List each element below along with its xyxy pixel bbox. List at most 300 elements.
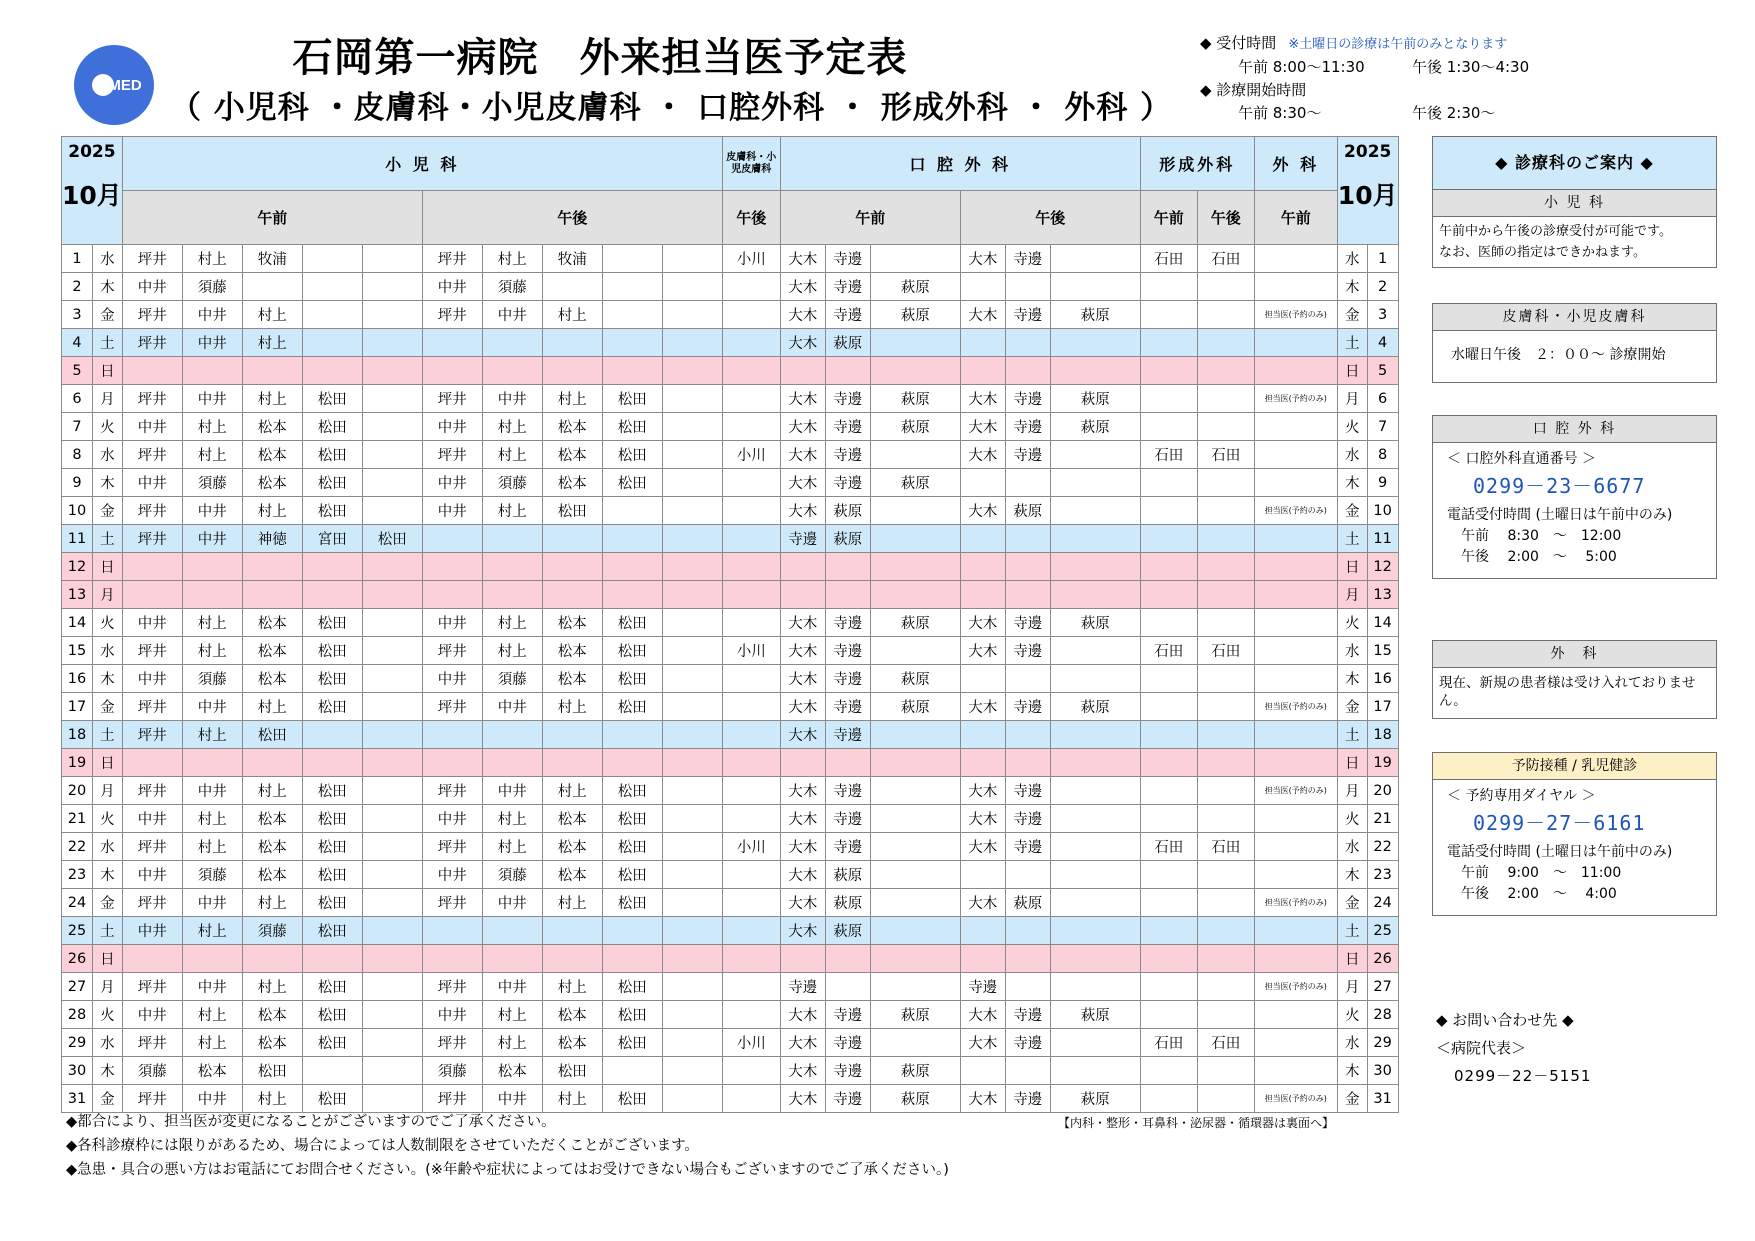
ped-am-doctor: 村上 [242,1085,302,1113]
derm-pm-doctor: 小川 [722,245,780,273]
table-row [62,525,1399,553]
derm-pm-doctor [722,1085,780,1113]
dept-plastic-surgery: 形成外科 [1140,137,1254,191]
oral-am-doctor: 大木 [780,441,825,469]
table-row [62,637,1399,665]
ped-am-doctor [302,581,362,609]
guide-box-surgery [1432,640,1717,719]
day-number: 11 [1367,525,1398,553]
day-number: 12 [1367,553,1398,581]
ped-pm-doctor [662,805,722,833]
ped-pm-doctor: 松田 [602,637,662,665]
ped-pm-doctor: 松田 [602,1001,662,1029]
ped-pm-doctor: 中井 [422,861,482,889]
ped-pm-doctor [482,329,542,357]
ped-pm-doctor [422,749,482,777]
oral-pm-doctor [1005,945,1050,973]
plastic-am-doctor [1140,525,1197,553]
ped-am-doctor: 中井 [122,805,182,833]
ped-am-doctor: 松田 [302,1001,362,1029]
ped-am-doctor [362,385,422,413]
ped-pm-doctor: 松本 [542,805,602,833]
ped-pm-doctor: 松田 [602,973,662,1001]
ped-pm-doctor: 松田 [602,1085,662,1113]
oral-pm-doctor: 萩原 [1005,889,1050,917]
plastic-am-doctor [1140,273,1197,301]
oral-am-doctor: 大木 [780,637,825,665]
plastic-am-doctor [1140,693,1197,721]
schedule-body [62,245,1399,1113]
plastic-pm-doctor [1197,609,1254,637]
table-row [62,917,1399,945]
contact-label: ＜病院代表＞ [1436,1039,1527,1057]
oral-am-doctor [870,441,960,469]
derm-pm-doctor [722,385,780,413]
ped-pm-doctor [662,497,722,525]
oral-am-doctor: 大木 [780,1001,825,1029]
plastic-am-doctor [1140,469,1197,497]
ped-pm-doctor [662,861,722,889]
ped-pm-doctor: 松田 [602,777,662,805]
ped-pm-doctor [662,945,722,973]
oral-am-doctor: 寺邊 [825,721,870,749]
ped-am-doctor: 松田 [302,609,362,637]
oral-pm-doctor: 萩原 [1050,693,1140,721]
surgery-am-doctor: 担当医(予約のみ) [1254,301,1337,329]
oral-pm-doctor: 寺邊 [1005,833,1050,861]
plastic-pm-doctor [1197,469,1254,497]
weekday: 水 [1337,637,1367,665]
oral-am-doctor: 寺邊 [825,805,870,833]
ped-am-doctor: 中井 [182,1085,242,1113]
oral-am-doctor: 寺邊 [780,525,825,553]
oral-am-doctor [870,749,960,777]
guide-box-vaccination [1432,752,1717,916]
plastic-pm-doctor [1197,357,1254,385]
oral-am-doctor: 大木 [780,245,825,273]
plastic-pm-doctor [1197,889,1254,917]
oral-am-doctor [780,945,825,973]
oral-pm-doctor [1005,749,1050,777]
oral-am-header: 午前 [780,191,960,245]
oral-pm-doctor [960,749,1005,777]
plastic-pm-doctor [1197,861,1254,889]
weekday: 金 [92,1085,122,1113]
weekday: 金 [1337,889,1367,917]
oral-pm-doctor [1050,245,1140,273]
weekday: 木 [1337,273,1367,301]
ped-am-doctor: 村上 [182,805,242,833]
table-row [62,1085,1399,1113]
weekday: 金 [92,889,122,917]
ped-am-doctor: 松田 [302,441,362,469]
ped-pm-doctor: 松田 [602,665,662,693]
ped-am-doctor [362,721,422,749]
ped-pm-doctor: 村上 [542,693,602,721]
ped-am-doctor [302,553,362,581]
ped-pm-doctor: 松田 [602,441,662,469]
day-number: 16 [1367,665,1398,693]
oral-pm-doctor [1005,581,1050,609]
oral-pm-doctor: 大木 [960,497,1005,525]
oral-am-doctor: 萩原 [870,385,960,413]
day-number: 5 [1367,357,1398,385]
day-number: 1 [62,245,93,273]
surgery-am-doctor [1254,665,1337,693]
ped-am-doctor: 中井 [182,693,242,721]
surgery-am-doctor [1254,637,1337,665]
oral-am-doctor [825,973,870,1001]
ped-pm-doctor: 坪井 [422,1085,482,1113]
weekday: 火 [92,413,122,441]
ped-pm-doctor: 坪井 [422,245,482,273]
ped-am-doctor [362,329,422,357]
oral-pm-doctor: 萩原 [1050,609,1140,637]
ped-am-doctor [362,665,422,693]
plastic-am-doctor [1140,805,1197,833]
table-row [62,861,1399,889]
oral-pm-doctor [1050,973,1140,1001]
oral-pm-doctor: 大木 [960,441,1005,469]
oral-am-doctor: 寺邊 [825,441,870,469]
ped-pm-doctor: 松田 [602,693,662,721]
ped-am-doctor: 坪井 [122,721,182,749]
oral-pm-doctor: 寺邊 [1005,777,1050,805]
oral-am-doctor: 寺邊 [780,973,825,1001]
ped-am-doctor [182,553,242,581]
surgery-am-doctor [1254,609,1337,637]
plastic-pm-doctor [1197,581,1254,609]
weekday: 日 [92,945,122,973]
oral-am-doctor: 寺邊 [825,273,870,301]
oral-am-doctor [825,357,870,385]
table-row [62,553,1399,581]
oral-pm-doctor: 大木 [960,805,1005,833]
oral-am-doctor [825,553,870,581]
ped-am-doctor [182,357,242,385]
ped-pm-doctor [662,1029,722,1057]
plastic-pm-doctor: 石田 [1197,441,1254,469]
ped-am-doctor: 松田 [302,469,362,497]
ped-pm-doctor [662,469,722,497]
ped-am-doctor: 中井 [182,329,242,357]
weekday: 金 [1337,497,1367,525]
ped-am-doctor [362,1085,422,1113]
table-row [62,693,1399,721]
ped-am-doctor: 坪井 [122,385,182,413]
ped-am-doctor [362,413,422,441]
weekday: 月 [1337,581,1367,609]
ped-am-doctor [362,945,422,973]
oral-pm-doctor [960,861,1005,889]
ped-am-doctor: 松本 [242,805,302,833]
oral-am-doctor [870,525,960,553]
ped-am-doctor: 坪井 [122,301,182,329]
dept-surgery: 外 科 [1254,137,1337,191]
plastic-am-doctor [1140,665,1197,693]
ped-am-doctor: 村上 [182,245,242,273]
oral-pm-doctor [1050,357,1140,385]
ped-am-doctor: 坪井 [122,637,182,665]
surgery-am-doctor [1254,525,1337,553]
ped-pm-doctor: 中井 [482,693,542,721]
ped-pm-doctor [542,329,602,357]
oral-pm-doctor: 寺邊 [1005,1085,1050,1113]
oral-am-doctor: 萩原 [825,889,870,917]
oral-am-doctor: 寺邊 [825,1029,870,1057]
oral-am-doctor: 大木 [780,833,825,861]
oral-am-doctor: 大木 [780,497,825,525]
ped-pm-doctor [422,357,482,385]
ped-am-doctor: 須藤 [182,273,242,301]
ped-am-doctor [362,469,422,497]
weekday: 土 [92,525,122,553]
plastic-am-doctor [1140,721,1197,749]
ped-pm-doctor: 松本 [542,1029,602,1057]
derm-pm-doctor [722,721,780,749]
ped-am-doctor [182,581,242,609]
ped-am-doctor [362,497,422,525]
ped-pm-doctor: 松本 [542,833,602,861]
table-row [62,385,1399,413]
oral-pm-doctor [1050,665,1140,693]
oral-am-doctor [870,861,960,889]
table-row [62,469,1399,497]
day-number: 8 [62,441,93,469]
plastic-am-doctor: 石田 [1140,441,1197,469]
ped-pm-doctor: 村上 [482,1001,542,1029]
plastic-pm-doctor: 石田 [1197,245,1254,273]
ped-am-doctor: 村上 [182,833,242,861]
ped-am-doctor: 宮田 [302,525,362,553]
oral-am-doctor [870,581,960,609]
ped-pm-doctor: 村上 [482,637,542,665]
ped-pm-doctor: 松田 [602,833,662,861]
day-number: 13 [62,581,93,609]
ped-am-doctor: 坪井 [122,889,182,917]
ped-am-doctor [302,1057,362,1085]
weekday: 金 [92,301,122,329]
ped-pm-doctor [482,945,542,973]
table-row [62,1057,1399,1085]
table-row [62,357,1399,385]
oral-phone-number[interactable]: 0299－23－6677 [1473,474,1646,498]
ped-pm-doctor [662,637,722,665]
surgery-guide-title: 外 科 [1433,641,1716,668]
oral-pm-doctor [1050,861,1140,889]
oral-am-doctor [825,581,870,609]
table-row [62,301,1399,329]
oral-pm-doctor [1050,917,1140,945]
ped-am-doctor: 坪井 [122,525,182,553]
ped-pm-doctor: 松本 [542,1001,602,1029]
ped-pm-doctor: 村上 [482,805,542,833]
ped-pm-doctor: 須藤 [482,861,542,889]
ped-pm-doctor [422,581,482,609]
ped-pm-doctor: 村上 [482,609,542,637]
surgery-am-doctor [1254,245,1337,273]
oral-am-doctor [870,637,960,665]
ped-am-doctor: 松本 [242,413,302,441]
ped-pm-doctor: 坪井 [422,385,482,413]
day-number: 17 [62,693,93,721]
vaccination-guide-title: 予防接種 / 乳児健診 [1433,753,1716,780]
oral-am-doctor [870,553,960,581]
day-number: 14 [1367,609,1398,637]
oral-pm-doctor [960,329,1005,357]
plastic-am-header: 午前 [1140,191,1197,245]
weekday: 日 [92,357,122,385]
weekday: 月 [1337,973,1367,1001]
ped-pm-doctor [422,553,482,581]
plastic-pm-doctor [1197,525,1254,553]
surgery-am-doctor: 担当医(予約のみ) [1254,777,1337,805]
ped-am-doctor: 中井 [182,777,242,805]
contact-phone[interactable]: 0299－22－5151 [1454,1067,1592,1085]
day-number: 2 [1367,273,1398,301]
ped-am-doctor [362,609,422,637]
weekday: 水 [92,245,122,273]
ped-pm-doctor: 中井 [482,1085,542,1113]
ped-am-doctor [362,1029,422,1057]
ped-pm-doctor: 松田 [602,469,662,497]
oral-pm-doctor [960,357,1005,385]
oral-am-doctor: 大木 [780,917,825,945]
vaccination-phone-number[interactable]: 0299－27－6161 [1473,811,1646,835]
weekday: 水 [92,833,122,861]
oral-pm-doctor [1005,973,1050,1001]
oral-pm-doctor [1050,497,1140,525]
ped-pm-doctor: 中井 [482,973,542,1001]
oral-am-doctor: 大木 [780,609,825,637]
ped-am-doctor: 坪井 [122,329,182,357]
ped-pm-doctor [482,525,542,553]
ped-pm-doctor [662,693,722,721]
ped-pm-doctor: 村上 [482,245,542,273]
oral-am-doctor [870,945,960,973]
ped-pm-doctor [662,749,722,777]
day-number: 17 [1367,693,1398,721]
day-number: 25 [1367,917,1398,945]
ped-pm-doctor [662,525,722,553]
ped-am-doctor: 中井 [182,385,242,413]
oral-pm-doctor: 大木 [960,385,1005,413]
ped-am-doctor: 松田 [302,973,362,1001]
ped-pm-doctor: 村上 [542,385,602,413]
weekday: 水 [1337,245,1367,273]
oral-am-doctor: 大木 [780,861,825,889]
oral-pm-doctor [960,721,1005,749]
ped-pm-doctor: 村上 [542,301,602,329]
ped-pm-doctor [662,245,722,273]
day-number: 9 [62,469,93,497]
oral-pm-doctor: 大木 [960,693,1005,721]
ped-pm-doctor [602,1057,662,1085]
oral-pm-doctor [1050,329,1140,357]
oral-am-doctor [870,245,960,273]
derm-pm-doctor [722,357,780,385]
table-row [62,329,1399,357]
oral-am-doctor: 寺邊 [825,1001,870,1029]
day-number: 9 [1367,469,1398,497]
table-row [62,245,1399,273]
ped-pm-doctor: 中井 [482,385,542,413]
oral-pm-doctor [1005,861,1050,889]
ped-am-doctor: 松田 [302,1029,362,1057]
ped-pm-doctor [542,721,602,749]
weekday: 金 [1337,693,1367,721]
derm-pm-doctor [722,497,780,525]
ped-am-doctor [302,273,362,301]
ped-am-doctor: 村上 [182,637,242,665]
oral-am-doctor: 萩原 [870,665,960,693]
surgery-am-doctor: 担当医(予約のみ) [1254,385,1337,413]
ped-am-doctor: 中井 [182,889,242,917]
weekday: 火 [1337,805,1367,833]
day-number: 8 [1367,441,1398,469]
ped-pm-doctor: 須藤 [422,1057,482,1085]
plastic-am-doctor [1140,861,1197,889]
ped-pm-doctor [662,301,722,329]
oral-am-doctor: 萩原 [825,329,870,357]
day-number: 13 [1367,581,1398,609]
oral-am-doctor [825,945,870,973]
guide-box-dermatology [1432,303,1717,383]
ped-pm-doctor: 坪井 [422,301,482,329]
ped-pm-doctor: 中井 [422,273,482,301]
ped-pm-doctor [422,721,482,749]
contact-info [1436,1006,1591,1090]
oral-am-doctor [870,917,960,945]
ped-am-doctor: 松田 [302,637,362,665]
oral-am-doctor: 萩原 [870,693,960,721]
oral-am-doctor: 大木 [780,777,825,805]
ped-am-doctor: 坪井 [122,1029,182,1057]
ped-am-doctor: 村上 [182,1001,242,1029]
surgery-am-doctor [1254,805,1337,833]
oral-guide-title: 口 腔 外 科 [1433,416,1716,443]
ped-pm-doctor: 松田 [602,861,662,889]
contact-title: ◆ お問い合わせ先 ◆ [1436,1011,1574,1029]
oral-am-doctor: 萩原 [825,917,870,945]
ped-pm-doctor [662,273,722,301]
day-number: 28 [62,1001,93,1029]
ped-am-doctor [242,357,302,385]
ped-am-doctor [362,833,422,861]
oral-am-doctor [780,357,825,385]
day-number: 29 [1367,1029,1398,1057]
oral-pm-doctor [1050,469,1140,497]
oral-pm-doctor [1050,777,1140,805]
ped-pm-doctor [422,917,482,945]
surgery-am-doctor: 担当医(予約のみ) [1254,497,1337,525]
ped-pm-doctor [602,357,662,385]
oral-am-doctor: 大木 [780,301,825,329]
oral-am-doctor [870,721,960,749]
ped-pm-doctor [662,889,722,917]
ped-pm-doctor [662,581,722,609]
ped-pm-doctor: 坪井 [422,889,482,917]
ped-am-doctor: 須藤 [122,1057,182,1085]
surgery-am-doctor: 担当医(予約のみ) [1254,973,1337,1001]
weekday: 日 [92,749,122,777]
oral-pm-doctor [1005,1057,1050,1085]
plastic-am-doctor [1140,1057,1197,1085]
ped-am-doctor [362,301,422,329]
ped-am-doctor: 松田 [242,721,302,749]
oral-am-doctor: 大木 [780,805,825,833]
derm-pm-doctor [722,525,780,553]
